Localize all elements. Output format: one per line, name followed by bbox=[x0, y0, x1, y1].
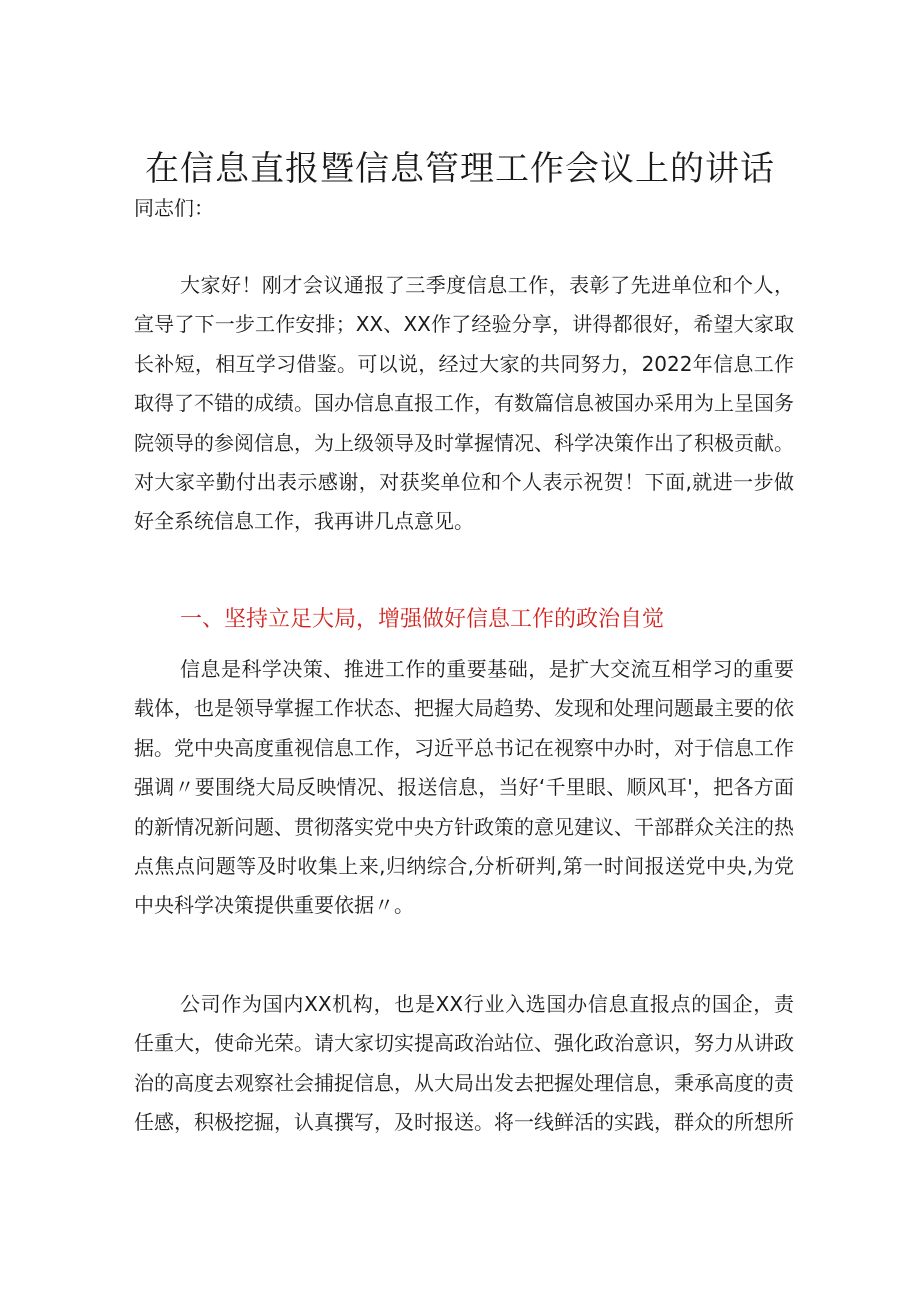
paragraph-section-1-a: 信息是科学决策、推进工作的重要基础，是扩大交流互相学习的重要载体，也是领导掌握工作状态、把握大局趋势、发现和处理问题最主要的依据。党中央高度重视信息工作，习近平总书记在视察中办时，对于信息工作强调〃要围绕大局反映情况、报送信息，当好‘千里眼、顺风耳'，把各方面的新情况新问题、贯彻落实党中央方针政策的意见建议、干部群众关注的热点焦点问题等及时收集上来,归纳综合,分析研判,第一时间报送党中央,为党中央科学决策提供重要依据〃。 bbox=[134, 657, 794, 918]
document-title: 在信息直报暨信息管理工作会议上的讲话 bbox=[145, 149, 775, 189]
paragraph-opening: 大家好！刚才会议通报了三季度信息工作，表彰了先进单位和个人，宣导了下一步工作安排；XX、XX作了经验分享，讲得都很好，希望大家取长补短，相互学习借鉴。可以说，经过大家的共同努力，2022年信息工作取得了不错的成绩。国办信息直报工作，有数篇信息被国办采用为上呈国务院领导的参阅信息，为上级领导及时掌握情况、科学决策作出了积极贡献。对大家辛勤付出表示感谢，对获奖单位和个人表示祝贺！下面,就进一步做好全系统信息工作，我再讲几点意见。 bbox=[134, 273, 794, 534]
paragraph-section-1-b: 公司作为国内XX机构，也是XX行业入选国办信息直报点的国企，责任重大，使命光荣。请大家切实提高政治站位、强化政治意识，努力从讲政治的高度去观察社会捕捉信息，从大局出发去把握处理信息，秉承高度的责任感，积极挖掘，认真撰写，及时报送。将一线鲜活的实践，群众的所想所 bbox=[134, 992, 794, 1135]
salutation: 同志们： bbox=[134, 196, 214, 220]
section-heading-1: 一、坚持立足大局，增强做好信息工作的政治自觉 bbox=[180, 607, 665, 632]
